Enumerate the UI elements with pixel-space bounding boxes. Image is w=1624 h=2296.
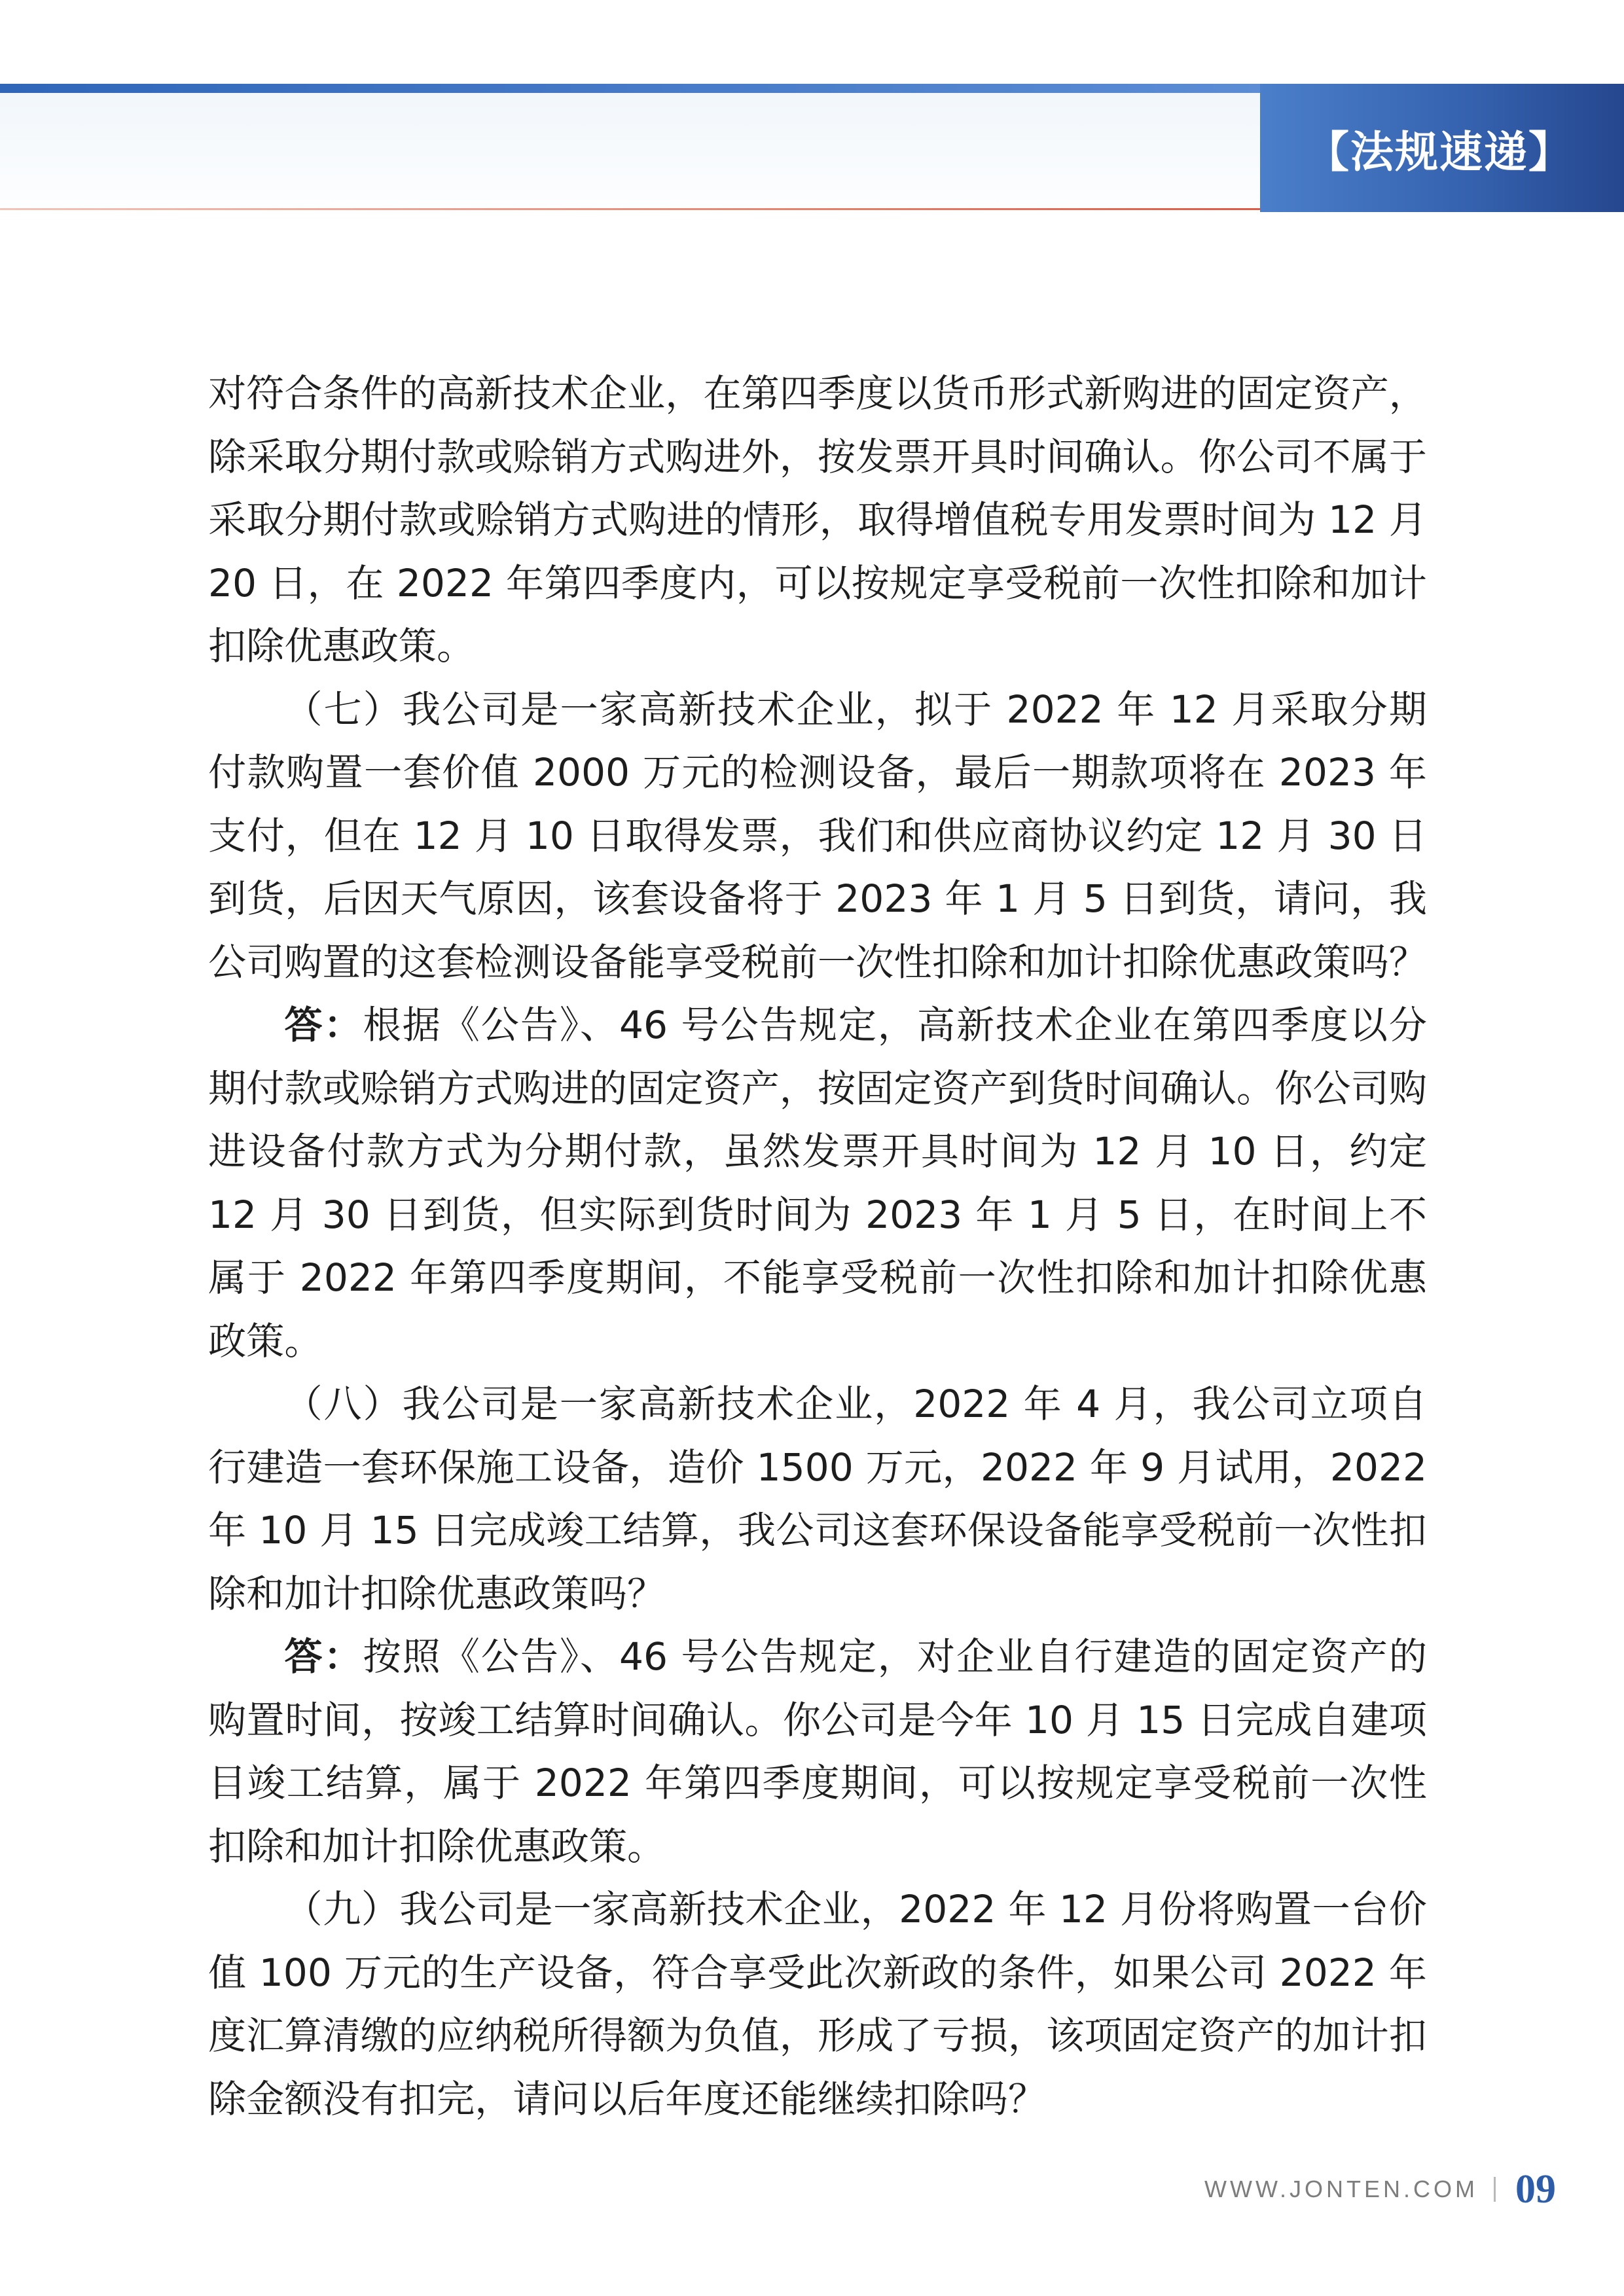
footer-divider bbox=[1494, 2177, 1496, 2202]
page-number: 09 bbox=[1515, 2166, 1556, 2212]
article-body bbox=[208, 362, 1427, 2130]
paragraph-text: （八）我公司是一家高新技术企业，2022 年 4 月，我公司立项自行建造一套环保施工设备，造价 1500 万元，2022 年 9 月试用，2022 年 10 月 15 日完成竣工结算，我公司这套环保设备能享受税前一次性扣除和加计扣除优惠政策吗？ bbox=[208, 1382, 1427, 1616]
paragraph-continuation bbox=[208, 362, 1427, 678]
question-7 bbox=[208, 678, 1427, 994]
paragraph-text: 对符合条件的高新技术企业，在第四季度以货币形式新购进的固定资产，除采取分期付款或赊销方式购进外，按发票开具时间确认。你公司不属于采取分期付款或赊销方式购进的情形，取得增值税专用发票时间为 12 月 20 日，在 2022 年第四季度内，可以按规定享受税前一次性扣除和加计扣除优惠政策。 bbox=[208, 371, 1427, 668]
header-top-rule bbox=[0, 84, 1260, 93]
footer-url: WWW.JONTEN.COM bbox=[1204, 2176, 1478, 2202]
paragraph-text: （九）我公司是一家高新技术企业，2022 年 12 月份将购置一台价值 100 万元的生产设备，符合享受此次新政的条件，如果公司 2022 年度汇算清缴的应纳税所得额为负值，形成了亏损，该项固定资产的加计扣除金额没有扣完，请问以后年度还能继续扣除吗？ bbox=[208, 1887, 1427, 2121]
answer-7 bbox=[208, 994, 1427, 1372]
answer-label: 答： bbox=[284, 1634, 363, 1679]
section-title: 【法规速递】 bbox=[1306, 126, 1573, 177]
question-9 bbox=[208, 1878, 1427, 2130]
header-bottom-rule bbox=[0, 208, 1260, 210]
paragraph-text: （七）我公司是一家高新技术企业，拟于 2022 年 12 月采取分期付款购置一套价值 2000 万元的检测设备，最后一期款项将在 2023 年支付，但在 12 月 10 日取得发票，我们和供应商协议约定 12 月 30 日到货，后因天气原因，该套设备将于 2023 年 1 月 5 日到货，请问，我公司购置的这套检测设备能享受税前一次性扣除和加计扣除优惠政策吗？ bbox=[208, 687, 1427, 984]
section-tab bbox=[1260, 84, 1624, 212]
question-8 bbox=[208, 1372, 1427, 1625]
paragraph-text: 根据《公告》、46 号公告规定，高新技术企业在第四季度以分期付款或赊销方式购进的固定资产，按固定资产到货时间确认。你公司购进设备付款方式为分期付款，虽然发票开具时间为 12 月 10 日，约定 12 月 30 日到货，但实际到货时间为 2023 年 1 月 5 日，在时间上不属于 2022 年第四季度期间，不能享受税前一次性扣除和加计扣除优惠政策。 bbox=[208, 1003, 1428, 1363]
header-band bbox=[0, 84, 1260, 209]
paragraph-text: 按照《公告》、46 号公告规定，对企业自行建造的固定资产的购置时间，按竣工结算时间确认。你公司是今年 10 月 15 日完成自建项目竣工结算，属于 2022 年第四季度期间，可以按规定享受税前一次性扣除和加计扣除优惠政策。 bbox=[208, 1634, 1428, 1869]
answer-8 bbox=[208, 1625, 1427, 1878]
page-footer bbox=[1204, 2160, 1556, 2219]
answer-label: 答： bbox=[284, 1003, 363, 1047]
